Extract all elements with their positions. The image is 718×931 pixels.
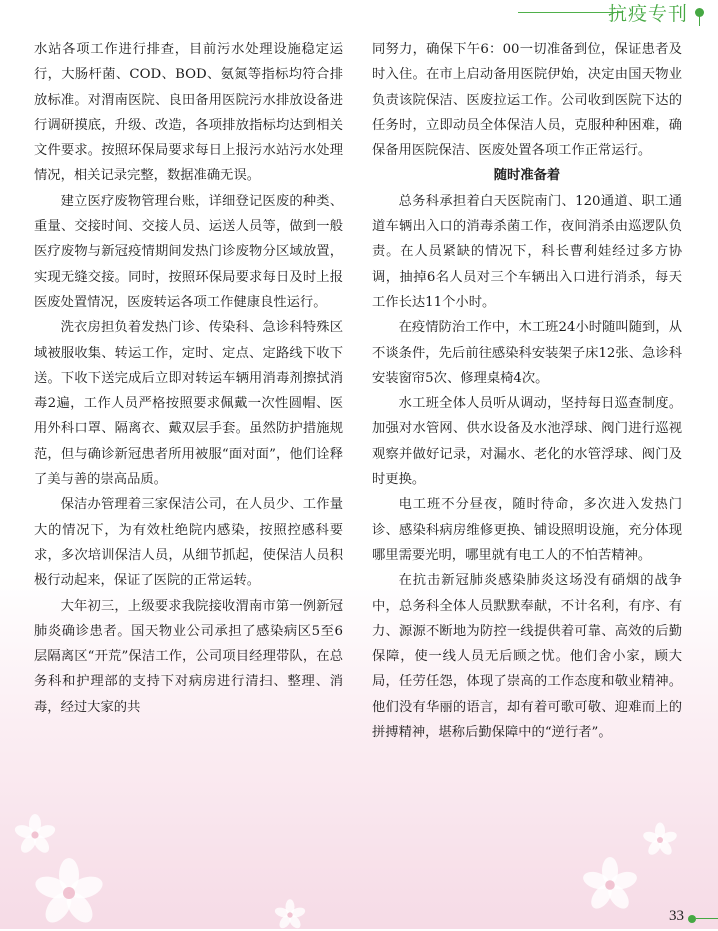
paragraph: 保洁办管理着三家保洁公司，在人员少、工作量大的情况下，为有效杜绝院内感染，按照控感科要求，多次培训保洁人员，从细节抓起，使保洁人员积极行动起来，保证了医院的正常运转。 (34, 497, 343, 589)
page-header (518, 0, 718, 26)
header-ornament-dot (695, 8, 704, 17)
flower-decoration (643, 823, 678, 858)
paragraph: 水工班全体人员听从调动，坚持每日巡查制度。加强对水管网、供水设备及水池浮球、阀门进行巡视观察并做好记录，对漏水、老化的水管浮球、阀门及时更换。 (372, 396, 682, 488)
flower-decoration (274, 899, 306, 931)
footer-rule (696, 918, 718, 919)
flower-decoration (34, 858, 104, 928)
left-column (34, 37, 343, 720)
right-column (372, 37, 682, 745)
page-footer (648, 907, 718, 929)
paragraph: 在疫情防治工作中，木工班24小时随叫随到，从不谈条件，先后前往感染科安装架子床12张、急诊科安装窗帘5次、修理桌椅4次。 (372, 320, 682, 386)
footer-ornament-dot (688, 915, 696, 923)
paragraph: 洗衣房担负着发热门诊、传染科、急诊科特殊区域被服收集、转运工作，定时、定点、定路线下收下送。下收下送完成后立即对转运车辆用消毒剂擦拭消毒2遍，工作人员严格按照要求佩戴一次性圆帽、医用外科口罩、隔离衣、戴双层手套。虽然防护措施规范，但与确诊新冠患者所用被服“面对面”，他们诠释了美与善的崇高品质。 (34, 320, 343, 488)
section-heading: 随时准备着 (493, 168, 561, 184)
page-number: 33 (669, 908, 684, 924)
paragraph: 大年初三，上级要求我院接收渭南市第一例新冠肺炎确诊患者。国天物业公司承担了感染病区5至6层隔离区“开荒”保洁工作，公司项目经理带队，在总务科和护理部的支持下对病房进行清扫、整理、消毒，经过大家的共 (34, 598, 343, 715)
paragraph: 总务科承担着白天医院南门、120通道、职工通道车辆出入口的消毒杀菌工作，夜间消杀由巡逻队负责。在人员紧缺的情况下，科长曹利娃经过多方协调，抽掉6名人员对三个车辆出入口进行消杀，每天工作长达11个小时。 (372, 193, 682, 310)
flower-decoration (14, 814, 56, 856)
section-title: 抗疫专刊 (607, 3, 688, 25)
paragraph: 建立医疗废物管理台账，详细登记医废的种类、重量、交接时间、交接人员、运送人员等，做到一般医疗废物与新冠疫情期间发热门诊废物分区域放置，实现无缝交接。同时，按照环保局要求每日及时上报医废处置情况，医废转运各项工作健康良性运行。 (34, 193, 343, 310)
paragraph: 电工班不分昼夜，随时待命，多次进入发热门诊、感染科病房维修更换、铺设照明设施，充分体现哪里需要光明，哪里就有电工人的不怕苦精神。 (372, 497, 682, 563)
paragraph: 水站各项工作进行排查，目前污水处理设施稳定运行，大肠杆菌、COD、BOD、氨氮等指标均符合排放标准。对渭南医院、良田备用医院污水排放设备进行调研摸底，升级、改造，各项排放指标均达到相关文件要求。按照环保局要求每日上报污水站污水处理情况，相关记录完整，数据准确无误。 (34, 42, 343, 184)
paragraph: 同努力，确保下午6：00一切准备到位，保证患者及时入住。在市上启动备用医院伊始，决定由国天物业负责该院保洁、医废拉运工作。公司收到医院下达的任务时，立即动员全体保洁人员，克服种种困难，确保备用医院保洁、医废处置各项工作正常运行。 (372, 42, 682, 159)
flower-decoration (582, 857, 638, 913)
paragraph: 在抗击新冠肺炎感染肺炎这场没有硝烟的战争中，总务科全体人员默默奉献，不计名利，有序、有力、源源不断地为防控一线提供着可靠、高效的后勤保障，使一线人员无后顾之忧。他们舍小家，顾大局，任劳任怨，体现了崇高的工作态度和敬业精神。他们没有华丽的语言，却有着可歌可敬、迎难而上的拼搏精神，堪称后勤保障中的“逆行者”。 (372, 573, 682, 741)
